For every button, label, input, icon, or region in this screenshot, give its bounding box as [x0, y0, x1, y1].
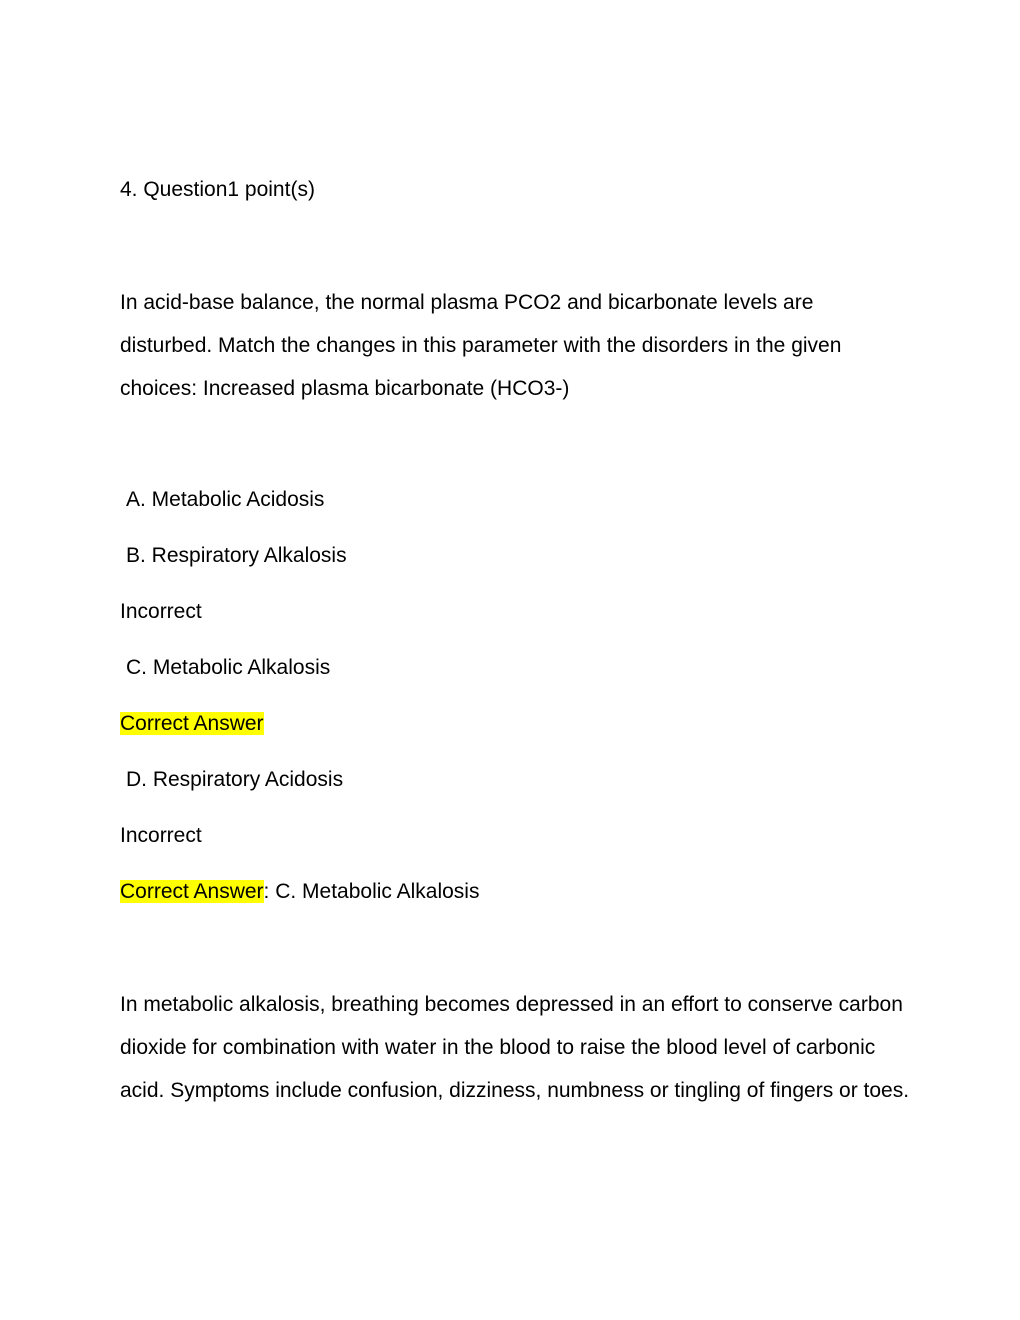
option-d: D. Respiratory Acidosis [126, 768, 344, 791]
question-header: 4. Question1 point(s) [120, 178, 315, 201]
correct-answer-value: : C. Metabolic Alkalosis [263, 880, 480, 903]
explanation: In metabolic alkalosis, breathing becomes depressed in an effort to conserve carbon dioxide for combination with water in the blood to raise the blood level of carbonic acid. Symptoms include confusion, dizziness, numbness or tingling of fingers or toes. [120, 993, 910, 1102]
option-b: B. Respiratory Alkalosis [126, 544, 347, 567]
correct-answer-line [120, 878, 479, 906]
option-d-feedback: Incorrect [120, 824, 202, 847]
option-a: A. Metabolic Acidosis [126, 488, 325, 511]
correct-answer-label: Correct Answer [120, 880, 264, 903]
correct-answer-highlight: Correct Answer [120, 712, 264, 735]
option-b-feedback: Incorrect [120, 600, 202, 623]
option-c: C. Metabolic Alkalosis [126, 656, 331, 679]
question-prompt: In acid-base balance, the normal plasma PCO2 and bicarbonate levels are disturbed. Match the changes in this parameter with the disorders in the given choices: Increased plasma bicarbonate (HCO3-) [120, 291, 842, 400]
option-c-feedback [120, 710, 264, 738]
